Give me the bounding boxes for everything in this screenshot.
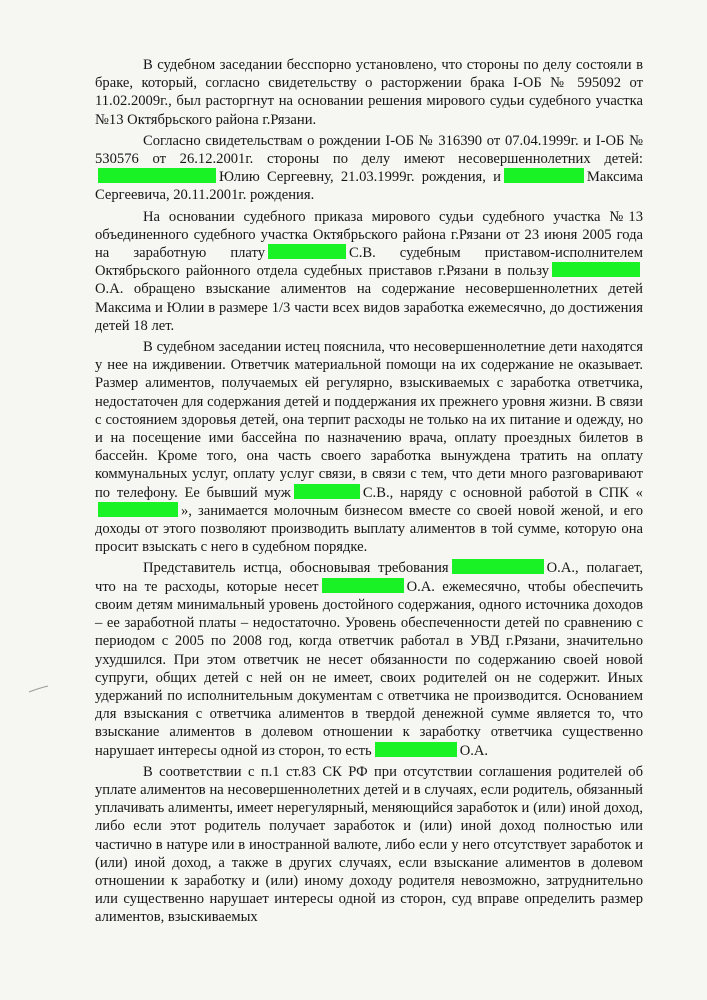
redaction-mark [322, 578, 404, 593]
redaction-mark [504, 168, 584, 183]
pencil-stroke-mark [28, 684, 50, 694]
paragraph-6: В соответствии с п.1 ст.83 СК РФ при отсутствии соглашения родителей об уплате алиментов на несовершеннолетних детей и в случаях, если родитель, обязанный уплачивать алименты, имеет нерегулярный, меняющийся заработок и (или) иной доход, либо если этот родитель получает заработок и (или) иной доход полностью или частично в натуре или в иностранной валюте, либо если у него отсутствует заработок и (или) иной доход, а также в других случаях, если взыскание алиментов в долевом отношении к заработку и (или) иному доходу родителя невозможно, затруднительно или существенно нарушает интересы одной из сторон, суд вправе определить размер алиментов, взыскиваемых [95, 763, 643, 926]
paragraph-2: Согласно свидетельствам о рождении I-ОБ № 316390 от 07.04.1999г. и I-ОБ № 530576 от 26.12.2001г. стороны по делу имеют несовершеннолетних детей:Юлию Сергеевну, 21.03.1999г. рождения, и Максима Сергеевича, 20.11.2001г. рождения. [95, 132, 643, 204]
redaction-mark [98, 502, 178, 517]
paragraph-3: На основании судебного приказа мирового судьи судебного участка №13 объединенного судебного участка Октябрьского района г.Рязани от 23 июня 2005 года на заработную плату С.В. судебным приставом-исполнителем Октябрьского районного отдела судебных приставов г.Рязани в пользуО.А. обращено взыскание алиментов на содержание несовершеннолетних детей Максима и Юлии в размере 1/3 части всех видов заработка ежемесячно, до достижения детей 18 лет. [95, 208, 643, 334]
paragraph-5: Представитель истца, обосновывая требования О.А., полагает, что на те расходы, которые несет О.А. ежемесячно, чтобы обеспечить своим детям минимальный уровень достойного содержания, одного источника доходов – ее заработной платы – недостаточно. Уровень обеспеченности детей по сравнению с периодом с 2005 по 2008 год, когда ответчик работал в УВД г.Рязани, значительно ухудшился. При этом ответчик не несет обязанности по содержанию своей новой супруги, общих детей с ней он не имеет, своих родителей он не содержит. Иных удержаний по исполнительным документам с ответчика не производится. Основанием для взыскания с ответчика алиментов в твердой денежной сумме является то, что взыскание алиментов в долевом отношении к заработку ответчика существенно нарушает интересы одной из сторон, то есть О.А. [95, 560, 643, 759]
paragraph-1: В судебном заседании бесспорно установлено, что стороны по делу состояли в браке, который, согласно свидетельству о расторжении брака I-ОБ № 595092 от 11.02.2009г., был расторгнут на основании решения мирового судьи судебного участка №13 Октябрьского района г.Рязани. [95, 57, 643, 128]
redaction-mark [98, 168, 216, 183]
redaction-mark [294, 484, 360, 499]
paragraph-4: В судебном заседании истец пояснила, что несовершеннолетние дети находятся у нее на иждивении. Ответчик материальной помощи на их содержание не оказывает. Размер алиментов, получаемых ей регулярно, взыскиваемых с заработка ответчика, недостаточен для содержания детей и поддержания их прежнего уровня жизни. В связи с состоянием здоровья детей, она терпит расходы не только на их питание и одежду, но и на посещение ими бассейна по назначению врача, оплату проездных билетов в бассейн. Кроме того, она часть своего заработка вынуждена тратить на оплату коммунальных услуг, оплату услуг связи, в связи с тем, что дети много разговаривают по телефону. Ее бывший муж С.В., наряду с основной работой в СПК «», занимается молочным бизнесом вместе со своей новой женой, и его доходы от этого позволяют производить выплату алиментов в той сумме, которую она просит взыскать с него в судебном порядке. [95, 339, 643, 556]
document-body [95, 56, 643, 930]
redaction-mark [268, 244, 346, 259]
redaction-mark [452, 559, 544, 574]
redaction-mark [375, 742, 457, 757]
redaction-mark [552, 262, 640, 277]
